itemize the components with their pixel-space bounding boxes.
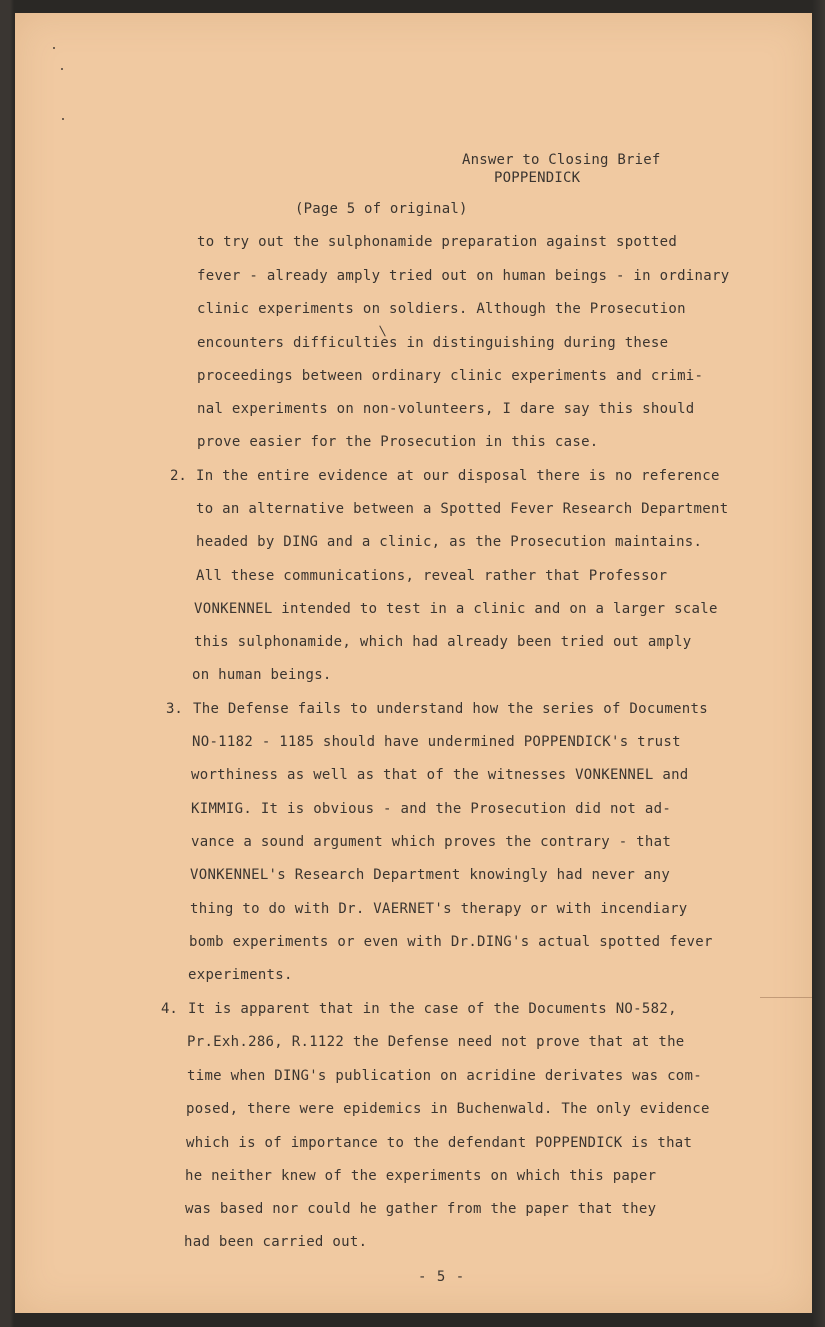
text-line: posed, there were epidemics in Buchenwald. The only evidence bbox=[186, 1101, 710, 1117]
text-line: headed by DING and a clinic, as the Prosecution maintains. bbox=[196, 534, 703, 550]
defendant-name: POPPENDICK bbox=[494, 170, 581, 186]
text-line: VONKENNEL's Research Department knowingly had never any bbox=[190, 867, 671, 883]
margin-speck bbox=[53, 47, 55, 49]
text-line: worthiness as well as that of the witnesses VONKENNEL and bbox=[191, 767, 689, 783]
text-line: which is of importance to the defendant POPPENDICK is that bbox=[186, 1135, 693, 1151]
text-line: nal experiments on non-volunteers, I dare say this should bbox=[197, 401, 695, 417]
text-line: All these communications, reveal rather that Professor bbox=[196, 568, 668, 584]
original-page-note: (Page 5 of original) bbox=[295, 201, 468, 217]
document-page bbox=[15, 13, 812, 1313]
text-line: on human beings. bbox=[192, 667, 332, 683]
text-line: bomb experiments or even with Dr.DING's actual spotted fever bbox=[189, 934, 713, 950]
paragraph-number: 4. bbox=[161, 1001, 178, 1017]
text-line: encounters difficulties in distinguishing during these bbox=[197, 335, 669, 351]
document-title: Answer to Closing Brief bbox=[462, 152, 661, 168]
text-line: to try out the sulphonamide preparation against spotted bbox=[197, 234, 678, 250]
text-line: vance a sound argument which proves the contrary - that bbox=[191, 834, 672, 850]
text-line: Pr.Exh.286, R.1122 the Defense need not prove that at the bbox=[187, 1034, 685, 1050]
paragraph-number: 3. bbox=[166, 701, 183, 717]
text-line: thing to do with Dr. VAERNET's therapy or with incendiary bbox=[190, 901, 688, 917]
margin-speck bbox=[61, 68, 63, 70]
text-line: VONKENNEL intended to test in a clinic and on a larger scale bbox=[194, 601, 718, 617]
text-line: NO-1182 - 1185 should have undermined POPPENDICK's trust bbox=[192, 734, 681, 750]
text-line: prove easier for the Prosecution in this case. bbox=[197, 434, 599, 450]
text-line: It is apparent that in the case of the Documents NO-582, bbox=[188, 1001, 677, 1017]
text-line: experiments. bbox=[188, 967, 293, 983]
text-line: was based nor could he gather from the paper that they bbox=[185, 1201, 657, 1217]
text-line: clinic experiments on soldiers. Although the Prosecution bbox=[197, 301, 686, 317]
text-line: time when DING's publication on acridine derivates was com- bbox=[187, 1068, 702, 1084]
text-line: this sulphonamide, which had already been tried out amply bbox=[194, 634, 692, 650]
paper-fiber bbox=[760, 997, 812, 998]
text-line: KIMMIG. It is obvious - and the Prosecution did not ad- bbox=[191, 801, 672, 817]
text-line: had been carried out. bbox=[184, 1234, 368, 1250]
text-line: fever - already amply tried out on human beings - in ordinary bbox=[197, 268, 730, 284]
text-line: proceedings between ordinary clinic experiments and crimi- bbox=[197, 368, 704, 384]
text-line: In the entire evidence at our disposal there is no reference bbox=[196, 468, 720, 484]
margin-speck bbox=[62, 118, 64, 120]
paragraph-number: 2. bbox=[170, 468, 187, 484]
text-line: The Defense fails to understand how the series of Documents bbox=[193, 701, 708, 717]
page-number: - 5 - bbox=[418, 1269, 466, 1285]
text-line: to an alternative between a Spotted Fever Research Department bbox=[196, 501, 729, 517]
text-line: he neither knew of the experiments on which this paper bbox=[185, 1168, 657, 1184]
